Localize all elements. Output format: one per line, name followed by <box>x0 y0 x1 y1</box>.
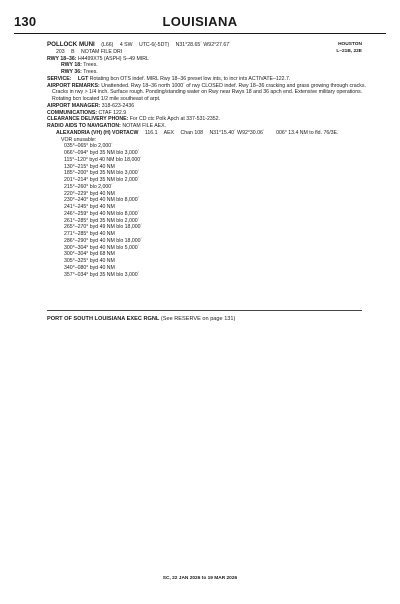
manager-text: 318-623-2436 <box>101 102 135 109</box>
vortac-id: AEX <box>163 129 175 136</box>
vor-unusable-item: 066°–094° byd 35 NM blo 3,000´ <box>64 150 140 156</box>
remarks-text: Unattended. Rwy 18–36 north 1000´ of rwy CLOSED indef. Rwy 18–36 cracking and grass growing through cracks. Cracks in rwy > 1/4 inch. Surface rough. Ponding/standing water on Rwy near Rwys 18 and 36 apch end. Extensive military operations. Rotating bcn located 1/2 mile southeast of arpt. <box>52 82 366 102</box>
vor-unusable-list <box>47 143 367 278</box>
clearance-line <box>47 116 367 123</box>
airport-name: POLLOCK MUNI <box>47 41 95 48</box>
airport-coords: N31°28.65´ W92°27.67´ <box>175 42 231 48</box>
service-line <box>47 76 367 83</box>
service-text: Rotating bcn OTS indef. MIRL Rwy 18–36 preset low ints, to incr ints ACTIVATE–122.7. <box>89 75 291 82</box>
vor-unusable-label: VOR unusable: <box>61 136 97 143</box>
vor-unusable-item: 130°–215° byd 40 NM <box>64 163 115 170</box>
vor-unusable-item: 215°–260° blo 2,000´ <box>64 183 113 190</box>
manager-line <box>47 103 367 110</box>
vortac-freq: 116.1 <box>144 129 158 136</box>
rwy36-line <box>47 69 367 76</box>
rwy18-label: RWY 18: <box>61 62 82 69</box>
vor-unusable-item: 300°–304° byd 40 NM blo 5,000´ <box>64 244 140 251</box>
port-entry-name: PORT OF SOUTH LOUISIANA EXEC RGNL <box>47 316 160 322</box>
clearance-label: CLEARANCE DELIVERY PHONE: <box>47 116 129 123</box>
vor-unusable-item: 201°–214° byd 35 NM blo 2,000´ <box>64 177 140 183</box>
clearance-text: For CD ctc Polk Apch at 337-531-2352. <box>129 116 220 123</box>
remarks-block <box>47 83 367 103</box>
vor-unusable-item: 265°–270° byd 49 NM blo 18,000´ <box>64 224 143 231</box>
airport-elevation: 203 <box>56 48 65 55</box>
rwy36-label: RWY 36: <box>61 69 82 75</box>
page-footer: SC, 22 JAN 2026 to 19 MAR 2026 <box>162 576 238 581</box>
vortac-chan: Chan 108 <box>180 129 203 136</box>
vortac-line <box>47 130 367 137</box>
runway-text: H4499X75 (ASPH) S–49 MIRL <box>77 55 149 62</box>
service-label: SERVICE: <box>47 75 72 82</box>
chart-city: HOUSTON <box>338 42 362 47</box>
radio-label: RADIO AIDS TO NAVIGATION: <box>47 123 121 129</box>
vor-unusable-item: 300°–304° byd 68 NM <box>64 251 115 258</box>
comms-line <box>47 110 367 117</box>
vor-unusable-item: 261°–285° byd 35 NM blo 2,000´ <box>64 217 140 224</box>
airport-elev-line <box>47 49 367 56</box>
radio-text: NOTAM FILE AEX. <box>122 123 167 129</box>
comms-text: CTAF 122.9 <box>98 109 127 116</box>
entry-divider <box>47 310 362 311</box>
vor-unusable-item: 035°–065° blo 2,000´ <box>64 143 113 150</box>
page-header <box>0 0 400 40</box>
airport-ident: (L66) <box>101 42 114 48</box>
vortac-bearing: 006° 13.4 NM to fld. 76/3E. <box>276 129 339 136</box>
state-title: LOUISIANA <box>162 14 238 29</box>
rwy18-text: Trees. <box>83 62 98 69</box>
remarks-label: AIRPORT REMARKS: <box>47 82 100 89</box>
rwy18-line <box>47 62 367 69</box>
vor-unusable-item: 271°–285° byd 40 NM <box>64 231 115 237</box>
manager-label: AIRPORT MANAGER: <box>47 102 101 109</box>
runway-line <box>47 56 367 63</box>
vor-unusable-item: 246°–259° byd 40 NM blo 8,000´ <box>64 210 140 217</box>
port-entry-note[interactable]: (See RESERVE on page 131) <box>160 316 236 322</box>
airport-utc: UTC-6(-5DT) <box>138 42 170 48</box>
vor-unusable-item: 340°–080° byd 40 NM <box>64 264 115 271</box>
vor-unusable-item: 185°–200° byd 35 NM blo 3,000´ <box>64 170 140 177</box>
airport-header-line <box>47 42 367 49</box>
page-number: 130 <box>14 14 37 29</box>
radio-line <box>47 123 367 130</box>
vor-unusable-item: 230°–240° byd 40 NM blo 8,000´ <box>64 197 140 204</box>
comms-label: COMMUNICATIONS: <box>47 109 98 116</box>
port-entry <box>47 316 235 322</box>
chart-refs: L–21B, 22E <box>336 48 362 54</box>
vor-unusable-item: 305°–325° byd 40 NM <box>64 258 115 264</box>
vor-unusable-item: 241°–245° byd 40 NM <box>64 204 115 210</box>
airport-distance: 4 SW <box>119 42 133 48</box>
airport-fuel: B <box>71 48 75 55</box>
vortac-coords: N31°15.40´ W92°30.06´ <box>209 129 265 136</box>
vor-unusable-item: 220°–229° byd 40 NM <box>64 190 115 197</box>
vor-unusable-item: 115°–120° byd 40 NM blo 18,000´ <box>64 156 142 163</box>
airport-notam: NOTAM FILE DRI <box>81 48 123 55</box>
service-lgt-label: LGT <box>77 75 89 82</box>
vor-unusable-item: 286°–290° byd 40 NM blo 18,000´ <box>64 237 143 244</box>
runway-label: RWY 18–36: <box>47 55 77 62</box>
rwy36-text: Trees. <box>83 69 98 75</box>
header-rule <box>14 33 386 34</box>
vor-unusable-item: 357°–034° byd 35 NM blo 3,000´ <box>64 271 140 278</box>
vortac-label: ALEXANDRIA (VH) (H) VORTACW <box>56 129 139 136</box>
airport-entry <box>47 42 367 278</box>
